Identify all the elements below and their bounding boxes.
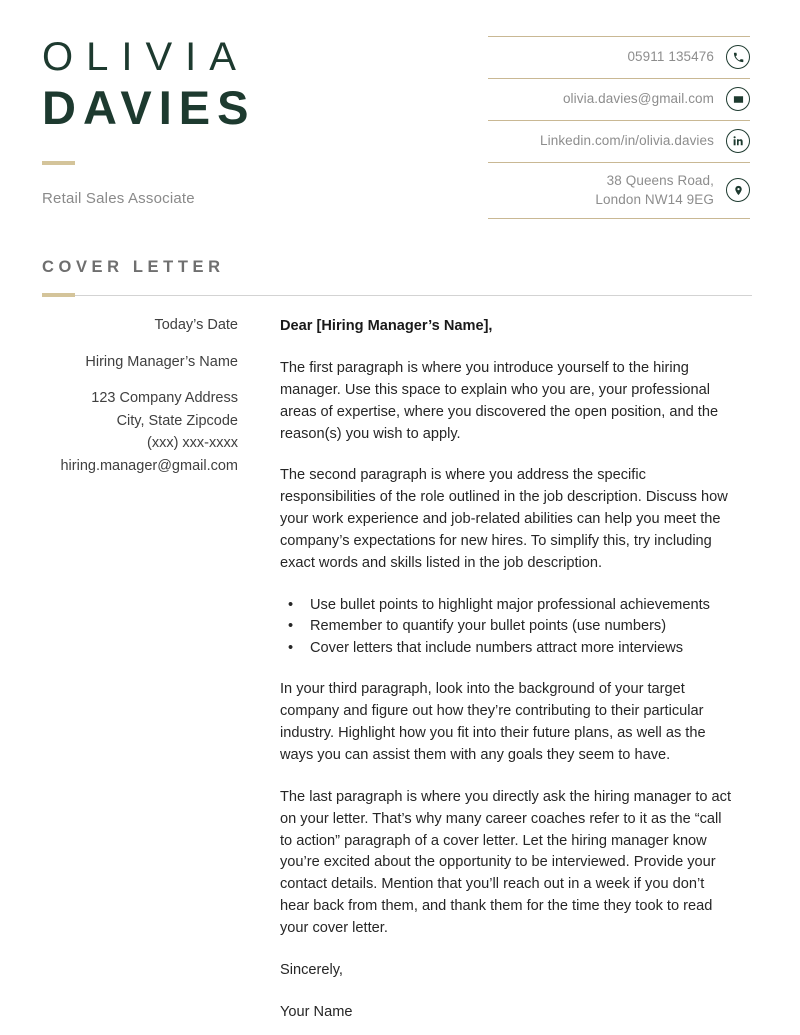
contact-row-email[interactable]	[488, 79, 750, 120]
bullet-marker: •	[288, 618, 294, 635]
paragraph-1: The first paragraph is where you introduce yourself to the hiring manager. Use this space to explain who you are, your professional areas of expertise, where you discovered the open position, and the reason(s) you wish to apply.	[280, 359, 719, 442]
section-header	[42, 258, 752, 297]
accent-bar	[42, 161, 75, 165]
list-item	[280, 595, 735, 616]
linkedin-text: Linkedin.com/in/olivia.davies	[540, 133, 714, 149]
address-line-2: London NW14 9EG	[595, 192, 714, 208]
recipient-phone: (xxx) xxx-xxxx	[146, 435, 238, 452]
closing-line: Sincerely,	[280, 962, 343, 979]
recipient-email: hiring.manager@gmail.com	[60, 457, 238, 474]
signature-name: Your Name	[280, 1003, 353, 1020]
contact-row-linkedin[interactable]	[488, 121, 750, 162]
bullet-marker: •	[288, 639, 294, 656]
paragraph-3: In your third paragraph, look into the background of your target company and figure out how they’re contributing to their particular industry. Highlight how you fit into their future plans, as well as the ways you can assist them with any goals they seem to have.	[280, 681, 706, 763]
last-name: DAVIES	[42, 81, 256, 135]
name-block	[42, 36, 462, 207]
recipient-details	[40, 389, 238, 475]
phone-icon	[726, 45, 750, 69]
email-text: olivia.davies@gmail.com	[562, 91, 714, 107]
recipient-address-2: City, State Zipcode	[116, 412, 238, 429]
address-text	[595, 171, 726, 209]
phone-text: 05911 135476	[627, 49, 714, 65]
paragraph-4: The last paragraph is where you directly ask the hiring manager to act on your letter. That’s why many career coaches refer to it as the “call to action” paragraph of a cover letter. Let the hiring manager know you’re excited about the opportunity to be interviewed. Provide your contact details. Mention that you’ll reach out in a week if you don’t hear back from them, and thank them for the time they took to read your cover letter.	[280, 788, 732, 937]
contact-block	[488, 36, 750, 219]
bullet-list	[280, 595, 735, 659]
envelope-icon	[726, 87, 750, 111]
document-header	[0, 0, 800, 230]
first-name: OLIVIA	[42, 35, 249, 79]
contact-divider	[488, 218, 750, 219]
recipient-address-1: 123 Company Address	[91, 390, 238, 407]
salutation: Dear [Hiring Manager’s Name],	[280, 318, 493, 334]
contact-row-phone[interactable]	[488, 37, 750, 78]
letter-content	[280, 316, 735, 1024]
recipient-name: Hiring Manager’s Name	[85, 353, 238, 370]
letter-date: Today’s Date	[154, 317, 238, 333]
list-item	[280, 638, 735, 659]
contact-row-address[interactable]	[488, 163, 750, 218]
linkedin-icon	[726, 129, 750, 153]
bullet-marker: •	[288, 596, 294, 613]
divider-line	[42, 295, 752, 296]
location-pin-icon	[726, 178, 750, 202]
address-line-1: 38 Queens Road,	[606, 173, 714, 188]
section-divider	[42, 293, 752, 297]
divider-accent	[42, 293, 75, 297]
bullet-text: Cover letters that include numbers attract more interviews	[310, 639, 684, 656]
bullet-text: Remember to quantify your bullet points (use numbers)	[310, 618, 667, 635]
bullet-text: Use bullet points to highlight major professional achievements	[310, 596, 710, 613]
list-item	[280, 616, 735, 637]
paragraph-2: The second paragraph is where you address the specific responsibilities of the role outlined in the job description. Discuss how your work experience and job-related abilities can help you meet the company’s expectations for new hires. To simplify this, try including exact words and skills listed in the job description.	[280, 467, 728, 572]
section-title: COVER LETTER	[42, 258, 225, 276]
recipient-block	[40, 316, 238, 475]
job-title: Retail Sales Associate	[42, 190, 195, 208]
